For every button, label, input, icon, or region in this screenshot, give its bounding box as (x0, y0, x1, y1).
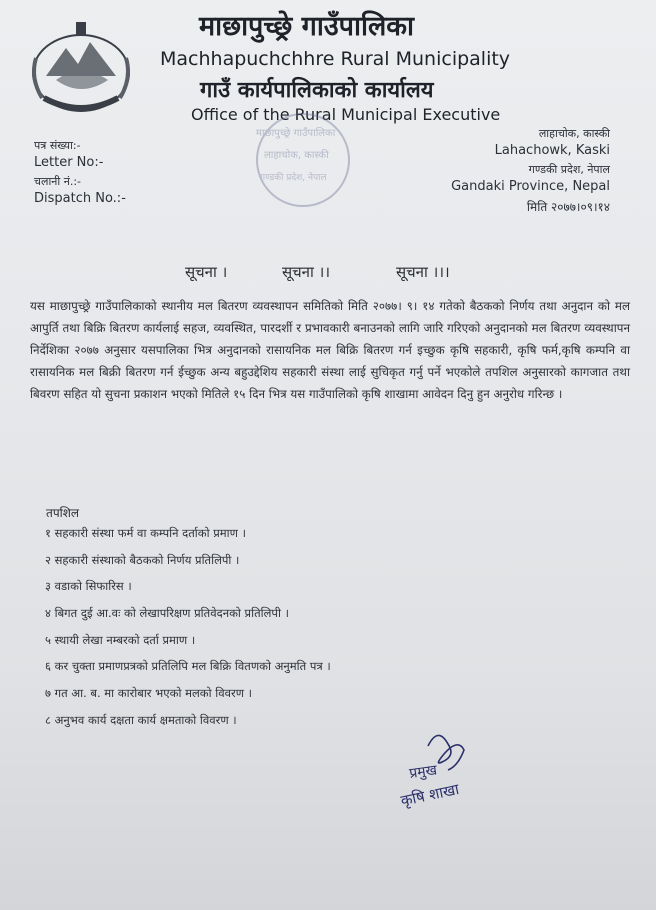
address-line-2: Gandaki Province, Nepal (451, 179, 610, 194)
office-title-nepali: गाउँ कार्यपालिकाको कार्यालय (200, 78, 434, 103)
required-documents-list (45, 522, 331, 736)
list-item: ३ वडाको सिफारिस । (45, 579, 132, 594)
signature-section: कृषि शाखा (399, 780, 461, 810)
list-item: २ सहकारी संस्थाको बैठकको निर्णय प्रतिलिपी । (45, 552, 240, 567)
notice-heading-3: सूचना ।।। (396, 263, 450, 281)
municipality-title-nepali: माछापुच्छ्रे गाउँपालिका (199, 11, 415, 42)
list-item: ५ स्थायी लेखा नम्बरको दर्ता प्रमाण । (45, 632, 196, 647)
signature (398, 726, 508, 826)
letter-no-label: Letter No:- (34, 155, 104, 170)
office-title-english: Office of the Rural Municipal Executive (191, 105, 501, 124)
official-stamp (238, 110, 368, 210)
notice-body: यस माछापुच्छ्रे गाउँपालिकाको स्थानीय मल बितरण व्यवस्थापन समितिको मिति २०७७। ९। १४ गतेको बैठकको निर्णय तथा अनुदान को मल आपुर्ति तथा बिक्रि बितरण कार्यलाई सहज, व्यवस्थित, पारदर्शी र प्रभावकारी बनाउनको लागि जारि गरिएको अनुदानको मल बितरण व्यवस्थापन निर्देशिका २०७७ अनुसार यसपालिका भित्र अनुदानको रासायनिक मल बिक्रि बितरण गर्न इच्छुक कृषि सहकारी, कृषि फर्म,कृषि कम्पनि वा रासायनिक मल बिक्री बितरण गर्न ईच्छुक अन्य बहुउद्देशिय सहकारी संस्था लाई सुचिकृत गर्नु पर्ने भएकोले तपशिल अनुसारको कागजात तथा बिवरण सहित यो सुचना प्रकाशन भएको मितिले १५ दिन भित्र यस गाउँपालिको कृषि शाखामा आवेदन दिनु हुन अनुरोध गरिन्छ । (30, 299, 630, 401)
address-line-1: Lahachowk, Kaski (494, 143, 610, 158)
stamp-line-2: लाहाचोक, कास्की (264, 150, 329, 161)
list-item: ८ अनुभव कार्य दक्षता कार्य क्षमताको विवरण । (45, 712, 237, 727)
dispatch-no-label: Dispatch No.:- (34, 191, 126, 206)
dispatch-no-label-nepali: चलानी नं.:- (34, 175, 82, 188)
letter-no-label-nepali: पत्र संख्या:- (34, 139, 81, 152)
address-line-2-nepali: गण्डकी प्रदेश, नेपाल (528, 163, 610, 176)
stamp-line-3: गण्डकी प्रदेश, नेपाल (260, 173, 327, 183)
nepal-emblem-icon (26, 18, 136, 118)
list-item: ४ बिगत दुई आ.वः को लेखापरिक्षण प्रतिवेदनको प्रतिलिपी । (45, 606, 289, 621)
notice-heading-1: सूचना । (185, 263, 228, 281)
list-item: ६ कर चुक्ता प्रमाणप्रत्रको प्रतिलिपि मल बिक्रि वितणको अनुमति पत्र । (45, 659, 331, 674)
list-item: १ सहकारी संस्था फर्म वा कम्पनि दर्ताको प्रमाण । (45, 526, 246, 540)
list-item: ७ गत आ. ब. मा कारोबार भएको मलको विवरण । (45, 686, 253, 701)
municipality-title-english: Machhapuchchhre Rural Municipality (160, 48, 511, 70)
letter-date: मिति २०७७।०९।१४ (526, 200, 610, 214)
notice-heading-2: सूचना ।। (282, 263, 331, 281)
stamp-line-1: माछापुच्छ्रे गाउँपालिका (256, 128, 336, 139)
signature-title: प्रमुख (408, 762, 439, 782)
details-heading: तपशिल (46, 506, 80, 520)
address-line-1-nepali: लाहाचोक, कास्की (538, 127, 610, 140)
